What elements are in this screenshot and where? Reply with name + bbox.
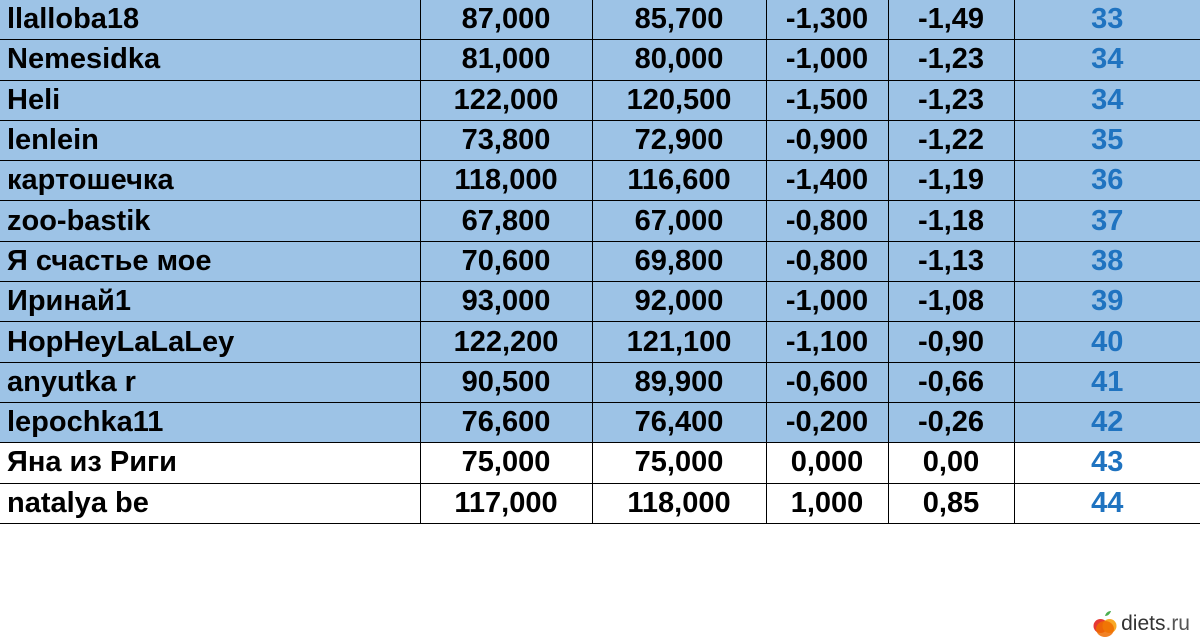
cell-percent: -0,90 xyxy=(888,322,1014,362)
cell-rank: 42 xyxy=(1014,402,1200,442)
cell-start-weight: 87,000 xyxy=(420,0,592,40)
cell-percent: 0,85 xyxy=(888,483,1014,523)
table-row xyxy=(0,0,1200,40)
cell-rank: 38 xyxy=(1014,241,1200,281)
table-row xyxy=(0,402,1200,442)
cell-name: Яна из Риги xyxy=(0,443,420,483)
cell-difference: -1,100 xyxy=(766,322,888,362)
cell-start-weight: 93,000 xyxy=(420,282,592,322)
cell-rank: 44 xyxy=(1014,483,1200,523)
cell-name: anyutka r xyxy=(0,362,420,402)
cell-percent: 0,00 xyxy=(888,443,1014,483)
cell-current-weight: 80,000 xyxy=(592,40,766,80)
cell-rank: 33 xyxy=(1014,0,1200,40)
watermark-domain: .ru xyxy=(1165,612,1190,635)
cell-current-weight: 69,800 xyxy=(592,241,766,281)
cell-difference: -0,800 xyxy=(766,241,888,281)
cell-start-weight: 90,500 xyxy=(420,362,592,402)
cell-rank: 43 xyxy=(1014,443,1200,483)
cell-current-weight: 89,900 xyxy=(592,362,766,402)
cell-current-weight: 76,400 xyxy=(592,402,766,442)
cell-difference: -1,000 xyxy=(766,282,888,322)
table-row xyxy=(0,443,1200,483)
cell-difference: -1,400 xyxy=(766,161,888,201)
cell-difference: 0,000 xyxy=(766,443,888,483)
watermark-text: diets xyxy=(1121,612,1166,635)
cell-start-weight: 81,000 xyxy=(420,40,592,80)
cell-current-weight: 75,000 xyxy=(592,443,766,483)
cell-rank: 35 xyxy=(1014,120,1200,160)
table-row xyxy=(0,241,1200,281)
cell-start-weight: 122,000 xyxy=(420,80,592,120)
table-row xyxy=(0,80,1200,120)
cell-name: lepochka11 xyxy=(0,402,420,442)
table-row xyxy=(0,322,1200,362)
cell-current-weight: 116,600 xyxy=(592,161,766,201)
cell-current-weight: 85,700 xyxy=(592,0,766,40)
cell-start-weight: 73,800 xyxy=(420,120,592,160)
cell-name: llalloba18 xyxy=(0,0,420,40)
cell-name: zoo-bastik xyxy=(0,201,420,241)
table-row xyxy=(0,362,1200,402)
table-row xyxy=(0,120,1200,160)
cell-current-weight: 67,000 xyxy=(592,201,766,241)
cell-name: Иринай1 xyxy=(0,282,420,322)
cell-start-weight: 117,000 xyxy=(420,483,592,523)
cell-difference: -0,200 xyxy=(766,402,888,442)
cell-start-weight: 70,600 xyxy=(420,241,592,281)
cell-percent: -1,23 xyxy=(888,40,1014,80)
table-row xyxy=(0,282,1200,322)
cell-name: Nemesidka xyxy=(0,40,420,80)
cell-difference: -1,000 xyxy=(766,40,888,80)
cell-difference: -1,500 xyxy=(766,80,888,120)
cell-name: картошечка xyxy=(0,161,420,201)
cell-percent: -1,22 xyxy=(888,120,1014,160)
cell-percent: -0,66 xyxy=(888,362,1014,402)
cell-current-weight: 118,000 xyxy=(592,483,766,523)
cell-start-weight: 122,200 xyxy=(420,322,592,362)
table-row xyxy=(0,201,1200,241)
cell-start-weight: 75,000 xyxy=(420,443,592,483)
cell-name: natalya be xyxy=(0,483,420,523)
cell-rank: 37 xyxy=(1014,201,1200,241)
cell-name: HopHeyLaLaLey xyxy=(0,322,420,362)
cell-current-weight: 120,500 xyxy=(592,80,766,120)
cell-rank: 41 xyxy=(1014,362,1200,402)
cell-difference: -0,800 xyxy=(766,201,888,241)
cell-rank: 34 xyxy=(1014,80,1200,120)
cell-percent: -1,23 xyxy=(888,80,1014,120)
cell-percent: -1,08 xyxy=(888,282,1014,322)
cell-percent: -1,18 xyxy=(888,201,1014,241)
cell-percent: -1,49 xyxy=(888,0,1014,40)
cell-difference: -0,600 xyxy=(766,362,888,402)
cell-difference: -0,900 xyxy=(766,120,888,160)
cell-name: Я счастье мое xyxy=(0,241,420,281)
cell-current-weight: 72,900 xyxy=(592,120,766,160)
table-row xyxy=(0,40,1200,80)
cell-difference: 1,000 xyxy=(766,483,888,523)
cell-current-weight: 121,100 xyxy=(592,322,766,362)
cell-percent: -1,19 xyxy=(888,161,1014,201)
cell-rank: 34 xyxy=(1014,40,1200,80)
cell-start-weight: 76,600 xyxy=(420,402,592,442)
table-row xyxy=(0,161,1200,201)
apple-icon xyxy=(1093,610,1117,638)
cell-percent: -1,13 xyxy=(888,241,1014,281)
cell-name: Heli xyxy=(0,80,420,120)
cell-rank: 39 xyxy=(1014,282,1200,322)
cell-rank: 36 xyxy=(1014,161,1200,201)
table-row xyxy=(0,483,1200,523)
cell-percent: -0,26 xyxy=(888,402,1014,442)
cell-rank: 40 xyxy=(1014,322,1200,362)
cell-name: lenlein xyxy=(0,120,420,160)
site-watermark xyxy=(1093,610,1190,638)
cell-difference: -1,300 xyxy=(766,0,888,40)
cell-start-weight: 67,800 xyxy=(420,201,592,241)
cell-start-weight: 118,000 xyxy=(420,161,592,201)
cell-current-weight: 92,000 xyxy=(592,282,766,322)
